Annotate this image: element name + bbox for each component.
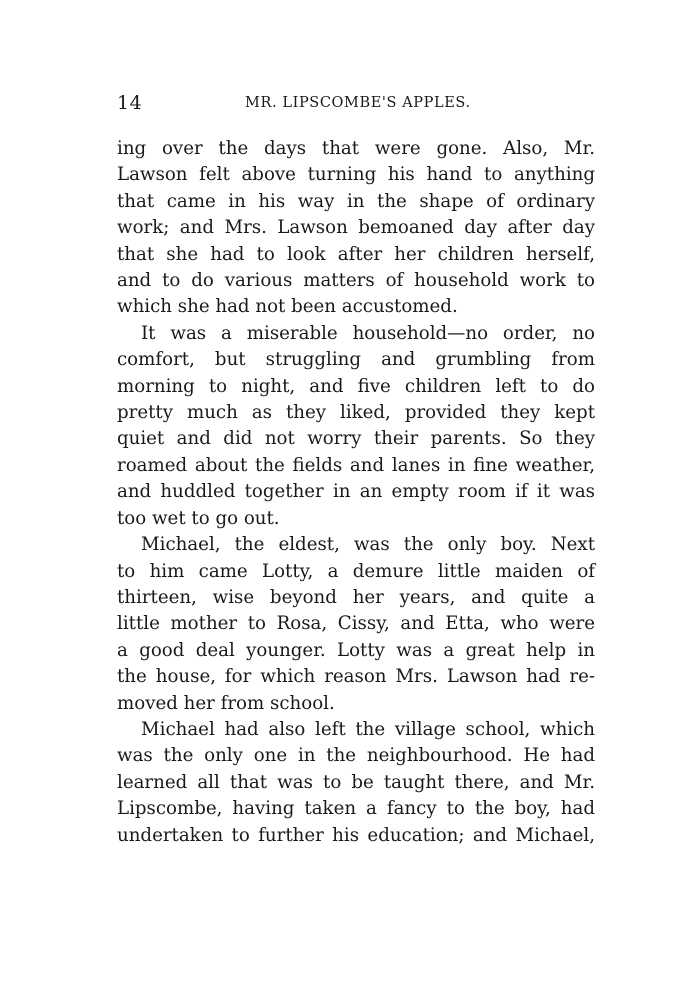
running-head bbox=[117, 92, 595, 120]
running-title: MR. LIPSCOMBE'S APPLES. bbox=[245, 95, 471, 111]
text-line: that she had to look after her children herself, bbox=[117, 243, 595, 265]
text-line: little mother to Rosa, Cissy, and Etta, who were bbox=[117, 613, 595, 635]
text-line: Lipscombe, having taken a fancy to the boy, had bbox=[117, 798, 595, 820]
paragraph bbox=[117, 532, 595, 717]
text-line: thirteen, wise beyond her years, and quite a bbox=[117, 586, 595, 608]
paragraph bbox=[117, 321, 595, 532]
text-line: It was a miserable household—no order, no bbox=[141, 322, 595, 344]
paragraph bbox=[117, 136, 595, 321]
text-line: undertaken to further his education; and Michael, bbox=[117, 824, 595, 846]
text-line: to him came Lotty, a demure little maiden of bbox=[117, 560, 595, 582]
paragraph bbox=[117, 717, 595, 849]
text-line: the house, for which reason Mrs. Lawson had re- bbox=[117, 666, 595, 688]
text-line: morning to night, and five children left to do bbox=[117, 375, 595, 397]
text-line: moved her from school. bbox=[117, 692, 335, 714]
body-text bbox=[117, 136, 595, 849]
text-line: and huddled together in an empty room if it was bbox=[117, 481, 595, 503]
text-line: which she had not been accustomed. bbox=[117, 296, 458, 318]
text-line: roamed about the fields and lanes in fine weather, bbox=[117, 454, 595, 476]
page-number: 14 bbox=[117, 92, 143, 114]
text-line: Michael had also left the village school, which bbox=[141, 718, 595, 740]
text-line: a good deal younger. Lotty was a great help in bbox=[117, 639, 595, 661]
text-line: was the only one in the neighbourhood. He had bbox=[117, 745, 595, 767]
text-line: and to do various matters of household work to bbox=[117, 270, 595, 292]
text-line: Michael, the eldest, was the only boy. Next bbox=[141, 534, 595, 556]
text-line: that came in his way in the shape of ordinary bbox=[117, 190, 595, 212]
text-line: too wet to go out. bbox=[117, 507, 280, 529]
text-line: Lawson felt above turning his hand to anything bbox=[117, 164, 595, 186]
text-line: quiet and did not worry their parents. So they bbox=[117, 428, 595, 450]
text-line: comfort, but struggling and grumbling from bbox=[117, 349, 595, 371]
text-line: pretty much as they liked, provided they kept bbox=[117, 402, 595, 424]
text-line: ing over the days that were gone. Also, Mr. bbox=[117, 138, 595, 159]
text-line: work; and Mrs. Lawson bemoaned day after day bbox=[117, 217, 595, 239]
text-line: learned all that was to be taught there, and Mr. bbox=[117, 771, 595, 793]
